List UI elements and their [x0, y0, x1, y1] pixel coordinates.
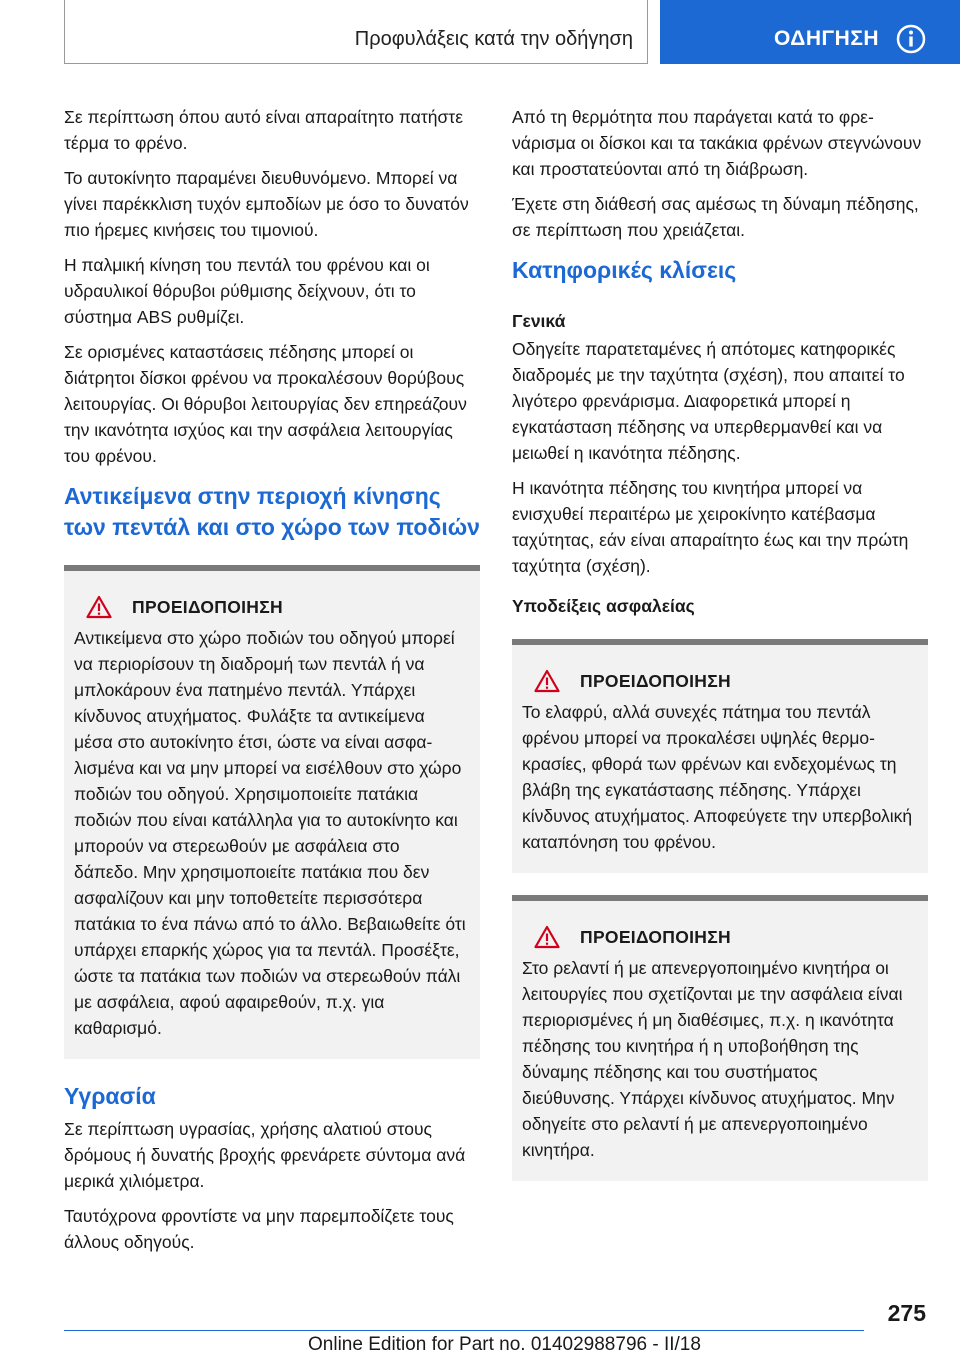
warning-triangle-icon: [86, 595, 112, 619]
paragraph: Ταυτόχρονα φροντίστε να μην παρεμποδίζετε τους άλλους οδηγούς.: [64, 1206, 454, 1252]
section-heading: Κατηφορικές κλίσεις: [512, 257, 737, 283]
page-number: 275: [887, 1300, 926, 1326]
warning-box: [64, 565, 480, 1059]
subsection-heading: Υποδείξεις ασφαλείας: [512, 596, 695, 616]
warning-text: Αντικείμενα στο χώρο ποδιών του οδηγού μπορεί να περιορίσουν τη διαδρομή των πεντάλ ή να μπλοκάρουν ένα πατημένο πεντάλ. Υπάρχει κίνδυνος ατυχήματος. Φυλάξτε τα αντικείμενα μέσα στο αυτοκίνητο έτσι, ώστε να είναι ασφαλισμένα και να μην μπορεί να εισέλθουν στο χώρο ποδιών του οδηγού. Χρησιμοποιείτε πατάκια ποδιών που είναι κατάλληλα για το αυτοκίνητο και μπορούν να στερεωθούν με ασφάλεια στο δάπεδο. Μην χρησιμοποιείτε πατάκια που δεν ασφαλίζουν και μην τοποθετείτε περισσότερα πατάκια το ένα πάνω από το άλλο. Βεβαιωθείτε ότι υπάρχει επαρκής χώρος για τα πεντάλ. Προσέξτε, ώστε τα πατάκια των ποδιών να στερεωθούν πάλι με ασφάλεια, αφού αφαιρεθούν, π.χ. για καθαρισμό.: [74, 628, 466, 1038]
edition-footer: Online Edition for Part no. 01402988796 - II/18: [308, 1334, 701, 1355]
section-tab[interactable]: [660, 0, 960, 64]
paragraph: Η ικανότητα πέδησης του κινητήρα μπορεί να ενισχυθεί περαιτέρω με χειροκίνητο κατέβασμα ταχύτητας, εάν είναι απαραίτητο έως και την πρώτη ταχύτητα (σχέση).: [512, 478, 909, 576]
paragraph: Οδηγείτε παρατεταμένες ή απότομες κατηφορικές διαδρομές με την ταχύτητα (σχέση), που απαιτεί το λιγότερο φρενάρισμα. Διαφορετικά μπορεί η εγκατάσταση πέδησης να υπερθερμανθεί και να μειωθεί η ικανότητα πέδησης.: [512, 339, 905, 463]
warning-box: [512, 895, 928, 1181]
warning-label: ΠΡΟΕΙΔΟΠΟΙΗΣΗ: [132, 596, 283, 617]
paragraph: Έχετε στη διάθεσή σας αμέσως τη δύναμη πέδησης, σε περίπτωση που χρειάζεται.: [512, 194, 919, 240]
subsection-heading: Γενικά: [512, 311, 566, 331]
info-icon[interactable]: [896, 24, 926, 54]
footer-divider: [64, 1330, 864, 1331]
section-heading: Αντικείμενα στην περιοχή κίνησης των πεντάλ και στο χώρο των ποδιών: [64, 483, 480, 540]
page-header-title: Προφυλάξεις κατά την οδήγηση: [354, 28, 633, 50]
section-label: ΟΔΗΓΗΣΗ: [774, 27, 880, 50]
paragraph: Το αυτοκίνητο παραμένει διευθυνόμενο. Μπορεί να γίνει παρέκκλιση τυχόν εμποδίων με όσο το δυνατόν πιο ήρεμες κινήσεις του τιμονιού.: [64, 168, 469, 240]
warning-triangle-icon: [534, 925, 560, 949]
warning-title: [74, 595, 466, 619]
section-heading: Υγρασία: [64, 1083, 156, 1109]
header-title-frame: [64, 0, 648, 64]
right-column: [512, 104, 928, 1203]
warning-label: ΠΡΟΕΙΔΟΠΟΙΗΣΗ: [580, 670, 731, 691]
paragraph: Σε περίπτωση υγρασίας, χρήσης αλατιού στους δρόμους ή δυνατής βροχής φρενάρετε σύντομα ανά μερικά χιλιόμετρα.: [64, 1119, 466, 1191]
warning-title: [522, 925, 914, 949]
warning-box: [512, 639, 928, 873]
paragraph: Η παλμική κίνηση του πεντάλ του φρένου και οι υδραυλικοί θόρυβοι ρύθμισης δείχνουν, ότι το σύστημα ABS ρυθμίζει.: [64, 255, 430, 327]
warning-label: ΠΡΟΕΙΔΟΠΟΙΗΣΗ: [580, 926, 731, 947]
warning-text: Στο ρελαντί ή με απενεργοποιημένο κινητήρα οι λειτουργίες που σχετίζονται με την ασφάλεια είναι περιορισμένες ή μη διαθέσιμες, π.χ. η ικανότητα πέδησης του κινητήρα ή η υποβοήθηση της δύναμης πέδησης και του συστήματος διεύθυνσης. Υπάρχει κίνδυνος ατυχήματος. Μην οδηγείτε στο ρελαντί ή με απενεργοποιημένο κινητήρα.: [522, 958, 903, 1160]
paragraph: Σε περίπτωση όπου αυτό είναι απαραίτητο πατήστε τέρμα το φρένο.: [64, 107, 464, 153]
left-column: [64, 104, 480, 1264]
warning-text: Το ελαφρύ, αλλά συνεχές πάτημα του πεντάλ φρένου μπορεί να προκαλέσει υψηλές θερμοκρασίες, φθορά των φρένων και ενδεχομένως τη βλάβη της εγκατάστασης πέδησης. Υπάρχει κίνδυνος ατυχήματος. Αποφεύγετε την υπερβολική καταπόνηση του φρένου.: [522, 702, 913, 852]
warning-triangle-icon: [534, 669, 560, 693]
warning-title: [522, 669, 914, 693]
paragraph: Σε ορισμένες καταστάσεις πέδησης μπορεί οι διάτρητοι δίσκοι φρένου να προκαλέσουν θορύβους λειτουργίας. Οι θόρυβοι λειτουργίας δεν επηρεάζουν την ικανότητα ισχύος και την ασφάλεια λειτουργίας του φρένου.: [64, 342, 467, 466]
paragraph: Από τη θερμότητα που παράγεται κατά το φρενάρισμα οι δίσκοι και τα τακάκια φρένων στεγνώνουν και προστατεύονται από τη διάβρωση.: [512, 107, 922, 179]
